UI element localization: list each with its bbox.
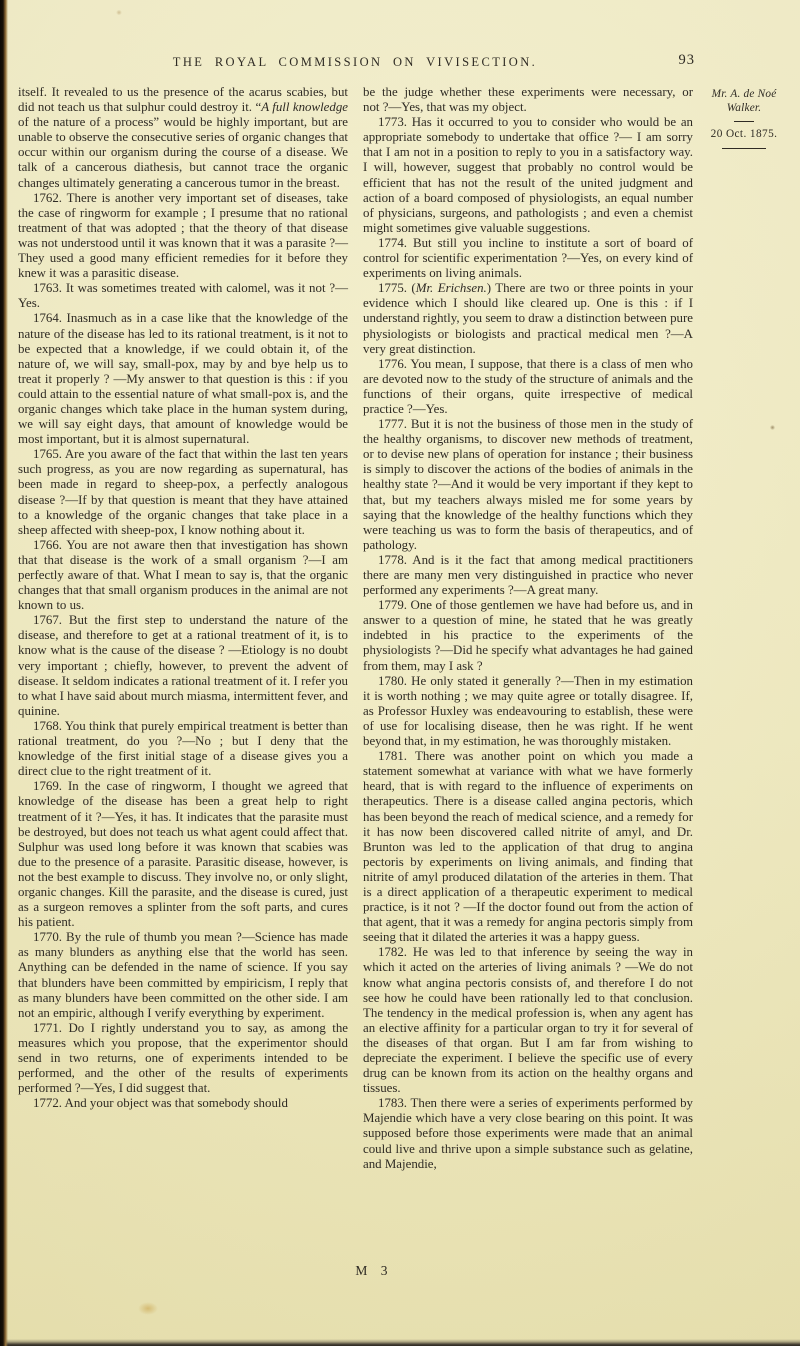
testimony-paragraph (18, 930, 348, 1021)
body-text: ) There are two or three points in your evidence which I should like cleared up. One is this : if I understand rightly, you seem to draw a distinction between pure physiologists or biologists and practical medical men ?—A very great distinction. (363, 281, 693, 356)
testimony-columns (18, 85, 694, 1172)
witness-name-line2: Walker. (726, 101, 762, 114)
page-bottom-edge (0, 1339, 800, 1346)
testimony-paragraph (363, 674, 693, 749)
testimony-paragraph (18, 191, 348, 282)
body-text: 1779. One of those gentlemen we have had before us, and in answer to a question of mine, he stated that he was greatly indebted in his practice to the experiments of the physiologists ?—Did he specify what advantages he had gained from them, may I ask ? (363, 598, 693, 673)
testimony-column-left (18, 85, 348, 1172)
testimony-paragraph (18, 85, 348, 191)
testimony-paragraph (363, 417, 693, 553)
body-text: 1770. By the rule of thumb you mean ?—Science has made as many blunders as anything else that the world has seen. Anything can be defended in the name of science. If you say that blunders have been committed by empiricism, I reply that as many blunders have been committed on the other side. I am not an empiric, although I verify everything by experiment. (18, 930, 348, 1020)
body-text: 1764. Inasmuch as in a case like that the knowledge of the nature of the disease has led to its rational treatment, is it not to be expected that a knowledge, if we could obtain it, of the nature of, we will say, small-pox, may by and bye help us to treat it properly ? —My answer to that question is this : if you could attain to the essential nature of what small-pox is, and the organic changes which take place in the human system during, we will say eight days, that amount of knowledge would be most important, but it is almost supernatural. (18, 311, 348, 447)
italic-text: Mr. Erichsen. (415, 281, 487, 296)
witness-name-line1: Mr. A. de Noé (711, 88, 777, 100)
testimony-paragraph (363, 598, 693, 673)
testimony-paragraph (363, 553, 693, 598)
margin-notes (699, 88, 789, 155)
testimony-paragraph (363, 357, 693, 417)
body-text: 1771. Do I rightly understand you to say, as among the measures which you propose, that the experimentor should send in two returns, one of experiments intended to be performed, and the other of the results of experiments performed ?—Yes, I did suggest that. (18, 1020, 348, 1096)
italic-text: A full knowledge (261, 100, 349, 115)
page-number: 93 (678, 52, 695, 68)
testimony-paragraph (363, 236, 693, 281)
paper-stain (116, 10, 122, 15)
testimony-paragraph (18, 1096, 348, 1111)
testimony-paragraph (18, 311, 348, 447)
body-text: 1778. And is it the fact that among medical practitioners there are many men very distinguished in practice who never performed any experiments ?—A great many. (363, 552, 693, 598)
paper-stain (770, 425, 775, 430)
testimony-paragraph (18, 719, 348, 779)
body-text: 1783. Then there were a series of experiments performed by Majendie which have a very close bearing on this point. It was supposed before those experiments were made that an animal could live and thrive upon a simple substance such as gelatine, and Majendie, (363, 1096, 693, 1171)
signature-mark: M 3 (355, 1263, 393, 1278)
body-text: of the nature of a process” would be highly important, but are unable to observe the consecutive series of organic changes that occur within our organism during the course of a disease. We talk of a cancerous diathesis, but cannot trace the organic changes ultimately generating a cancerous tumor in the breast. (18, 115, 348, 190)
body-text: itself. It revealed to us the presence of the acarus scabies, but did not teach us that sulphur could destroy it. “ (18, 85, 348, 115)
margin-rule (734, 121, 754, 122)
testimony-paragraph (18, 613, 348, 719)
testimony-paragraph (18, 281, 348, 311)
paper-stain (138, 1302, 158, 1315)
testimony-paragraph (18, 447, 348, 538)
body-text: 1768. You think that purely empirical treatment is better than rational treatment, do you ?—No ; but I deny that the knowledge of the first initial stage of a disease gives you a direct clue to the right treatment of it. (18, 718, 348, 779)
testimony-column-right (363, 85, 693, 1172)
body-text: 1774. But still you incline to institute a sort of board of control for scientific experimentation ?—Yes, on every kind of experiments on living animals. (363, 235, 693, 281)
page-title: THE ROYAL COMMISSION ON VIVISECTION. (172, 55, 538, 69)
testimony-paragraph (363, 85, 693, 115)
testimony-paragraph (363, 281, 693, 356)
testimony-date: 20 Oct. 1875. (710, 128, 778, 141)
body-text: 1766. You are not aware then that investigation has shown that that disease is the work of a small organism ?—I am perfectly aware of that. What I mean to say is, that the organic changes that that small organism produces in the animal are not known to us. (18, 537, 348, 613)
body-text: 1782. He was led to that inference by seeing the way in which it acted on the arteries of living animals ? —We do not know what angina pectoris consists of, and therefore I do not see how he could have been rationally led to that conclusion. The tendency in the medical profession is, when any agent has an elective affinity for a particular organ to try it for several of the diseases of that organ. But I am far from wishing to depreciate the experiment. I believe the specific use of every drug can be known from its action on the healthy organs and tissues. (363, 945, 693, 1096)
body-text: 1777. But it is not the business of those men in the study of the healthy organisms, to discover new methods of treatment, or to devise new plans of operation for instance ; their business is simply to discover the actions of the bodies of animals in the healthy state ?—And it would be very important if they kept to that, but my teachers always misled me for some years by saying that the knowledge of the healthy functions which they were teaching us was to form the basis of therapeutics, and of pathology. (363, 417, 693, 552)
testimony-paragraph (18, 538, 348, 613)
testimony-paragraph (18, 1021, 348, 1096)
body-text: 1765. Are you aware of the fact that within the last ten years such progress, as you are now regarding as supernatural, has been made in regard to sheep-pox, a perfectly analogous disease ?—If by that question is meant that they have attained to a knowledge of the organic changes that take place in a sheep affected with sheep-pox, I know nothing about it. (18, 447, 348, 537)
testimony-paragraph (18, 779, 348, 930)
testimony-paragraph (363, 749, 693, 945)
testimony-paragraph (363, 945, 693, 1096)
testimony-paragraph (363, 1096, 693, 1171)
body-text: 1776. You mean, I suppose, that there is a class of men who are devoted now to the study of the structure of animals and the functions of their organs, quite irrespective of medical practice ?—Yes. (363, 356, 693, 416)
body-text: 1767. But the first step to understand the nature of the disease, and therefore to get at a rational treatment of it, is to know what is the cause of the disease ? —Etiology is no doubt very important ; chiefly, however, to prevent the advent of disease. It seldom indicates a rational treatment of it. I refer you to what I have said about murch miasma, intermittent fever, and quinine. (18, 613, 348, 718)
body-text: 1772. And your object was that somebody should (33, 1096, 288, 1111)
body-text: 1775. ( (378, 281, 416, 296)
margin-rule (722, 148, 766, 149)
page-binding-edge (0, 0, 8, 1346)
body-text: 1762. There is another very important set of diseases, take the case of ringworm for example ; I presume that no rational treatment of that was adopted ; that the theory of that disease was not understood until it was known that it was a parasite ?—They used a good many efficient remedies for it before they knew it was a parasitic disease. (18, 190, 348, 281)
body-text: 1769. In the case of ringworm, I thought we agreed that knowledge of the disease has been a great help to right treatment of it ?—Yes, it has. It indicates that the parasite must be destroyed, but does not teach us what agent could affect that. Sulphur was used long before it was known that scabies was due to the presence of a parasite. Parasitic disease, however, is not the best example to discuss. They involve no, or only slight, organic changes. Kill the parasite, and the disease is cured, just as a surgeon removes a splinter from the soft parts, and cures his patient. (18, 779, 348, 930)
body-text: 1781. There was another point on which you made a statement somewhat at variance with what we have formerly heard, that is with regard to the influence of experiments on therapeutics. There is a disease called angina pectoris, which has been beyond the reach of medical science, and a remedy for it has now been discovered called nitrite of amyl, and Dr. Brunton was led to the application of that drug to angina pectoris by experiments on living animals, and finding that nitrite of amyl produced dilatation of the arteries in them. That is a direct application of a therapeutic experiment to medical practice, is it not ? —If the doctor found out from the action of that agent, that it was a remedy for angina pectoris simply from seeing that it dilated the arteries it was a happy guess. (363, 749, 693, 945)
testimony-paragraph (363, 115, 693, 236)
body-text: 1773. Has it occurred to you to consider who would be an appropriate somebody to undertake that office ?— I am sorry that I am not in a position to reply to you in a satisfactory way. I will, however, suggest that probably no control would be efficient that has not the result of the united judgment and action of a board composed of physiologists, an equal number of physicians, surgeons, and pathologists ; and even a chemist might sometimes give valuable suggestions. (363, 115, 693, 235)
body-text: 1780. He only stated it generally ?—Then in my estimation it is worth nothing ; we may quite agree or totally disagree. If, as Professor Huxley was endeavouring to establish, these were of use for localising disease, then he was right. If he went beyond that, in my estimation, he was thoroughly mistaken. (363, 673, 693, 749)
body-text: be the judge whether these experiments were necessary, or not ?—Yes, that was my object. (363, 85, 693, 115)
body-text: 1763. It was sometimes treated with calomel, was it not ?—Yes. (18, 281, 348, 311)
